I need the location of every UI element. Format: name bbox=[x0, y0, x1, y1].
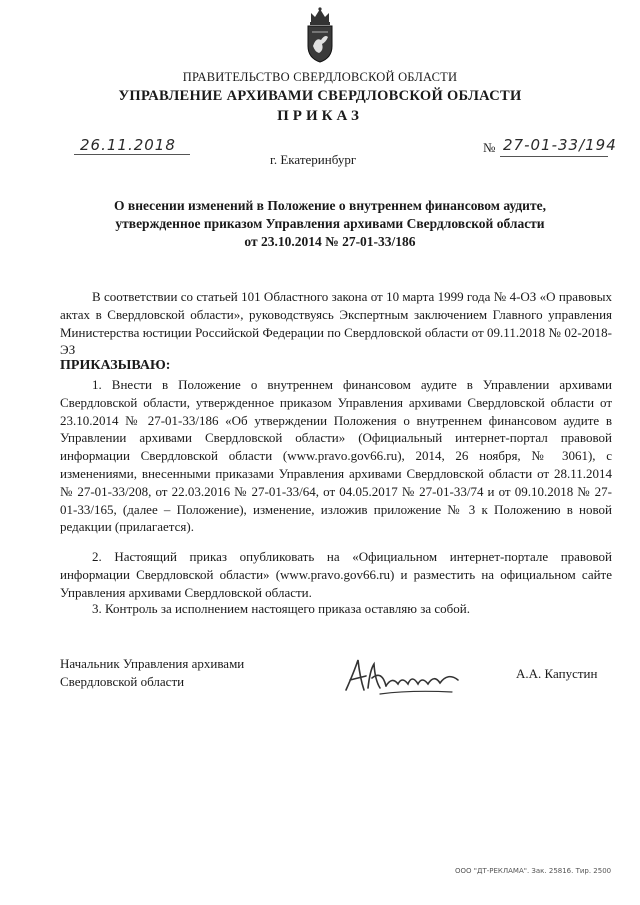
signatory-position bbox=[60, 655, 244, 691]
signatory-position-line-2: Свердловской области bbox=[60, 674, 185, 689]
date-underline bbox=[74, 154, 190, 155]
preamble-paragraph: В соответствии со статьей 101 Областного закона от 10 марта 1999 года № 4-ОЗ «О правовых актах в Свердловской области», руководствуясь Экспертным заключением Главного управления Министерства юстиции Российской Федерации по Свердловской области от 09.11.2018 № 02-2018-ЭЗ bbox=[60, 289, 612, 358]
title-line-1: О внесении изменений в Положение о внутреннем финансовом аудите, bbox=[114, 198, 546, 213]
order-title bbox=[70, 197, 590, 251]
order-number: 27-01-33/194 bbox=[503, 136, 617, 154]
document-type-heading: ПРИКАЗ bbox=[277, 108, 363, 124]
number-sign: № bbox=[483, 140, 496, 155]
department-heading: УПРАВЛЕНИЕ АРХИВАМИ СВЕРДЛОВСКОЙ ОБЛАСТИ bbox=[118, 88, 522, 104]
signatory-position-line-1: Начальник Управления архивами bbox=[60, 656, 245, 671]
signatory-name: А.А. Капустин bbox=[516, 666, 598, 681]
number-underline bbox=[500, 156, 608, 157]
title-line-3: от 23.10.2014 № 27-01-33/186 bbox=[244, 234, 416, 249]
title-line-2: утвержденное приказом Управления архивами Свердловской области bbox=[115, 216, 545, 231]
order-keyword: ПРИКАЗЫВАЮ: bbox=[60, 358, 171, 373]
print-footer: ООО "ДТ-РЕКЛАМА". Зак. 25816. Тир. 2500 bbox=[455, 867, 612, 875]
coat-of-arms-icon bbox=[300, 6, 340, 64]
city-label: г. Екатеринбург bbox=[270, 152, 357, 167]
order-item-2: 2. Настоящий приказ опубликовать на «Официальном интернет-портале правовой информации Свердловской области» (www.pravo.gov66.ru) и разместить на официальном сайте Управления архивами Свердловской области. bbox=[60, 549, 612, 600]
order-item-3: 3. Контроль за исполнением настоящего приказа оставляю за собой. bbox=[92, 601, 470, 616]
order-date: 26.11.2018 bbox=[80, 136, 176, 154]
order-item-1: 1. Внести в Положение о внутреннем финансовом аудите в Управлении архивами Свердловской области, утвержденное приказом Управления архивами Свердловской области от 23.10.2014 № 27-01-33/186 «Об утверждении Положения о внутреннем финансовом аудите в Управлении архивами Свердловской области» (Официальный интернет-портал правовой информации Свердловской области (www.pravo.gov66.ru), 2014, 26 ноября, № 3061), с изменениями, внесенными приказами Управления архивами Свердловской области от 28.11.2014 № 27-01-33/208, от 22.03.2016 № 27-01-33/64, от 04.05.2017 № 27-01-33/74 и от 09.10.2018 № 27-01-33/165, (далее – Положение), изменение, изложив приложение № 3 к Положению в новой редакции (прилагается). bbox=[60, 377, 612, 535]
government-heading: ПРАВИТЕЛЬСТВО СВЕРДЛОВСКОЙ ОБЛАСТИ bbox=[182, 70, 458, 84]
handwritten-signature-icon bbox=[340, 650, 470, 700]
